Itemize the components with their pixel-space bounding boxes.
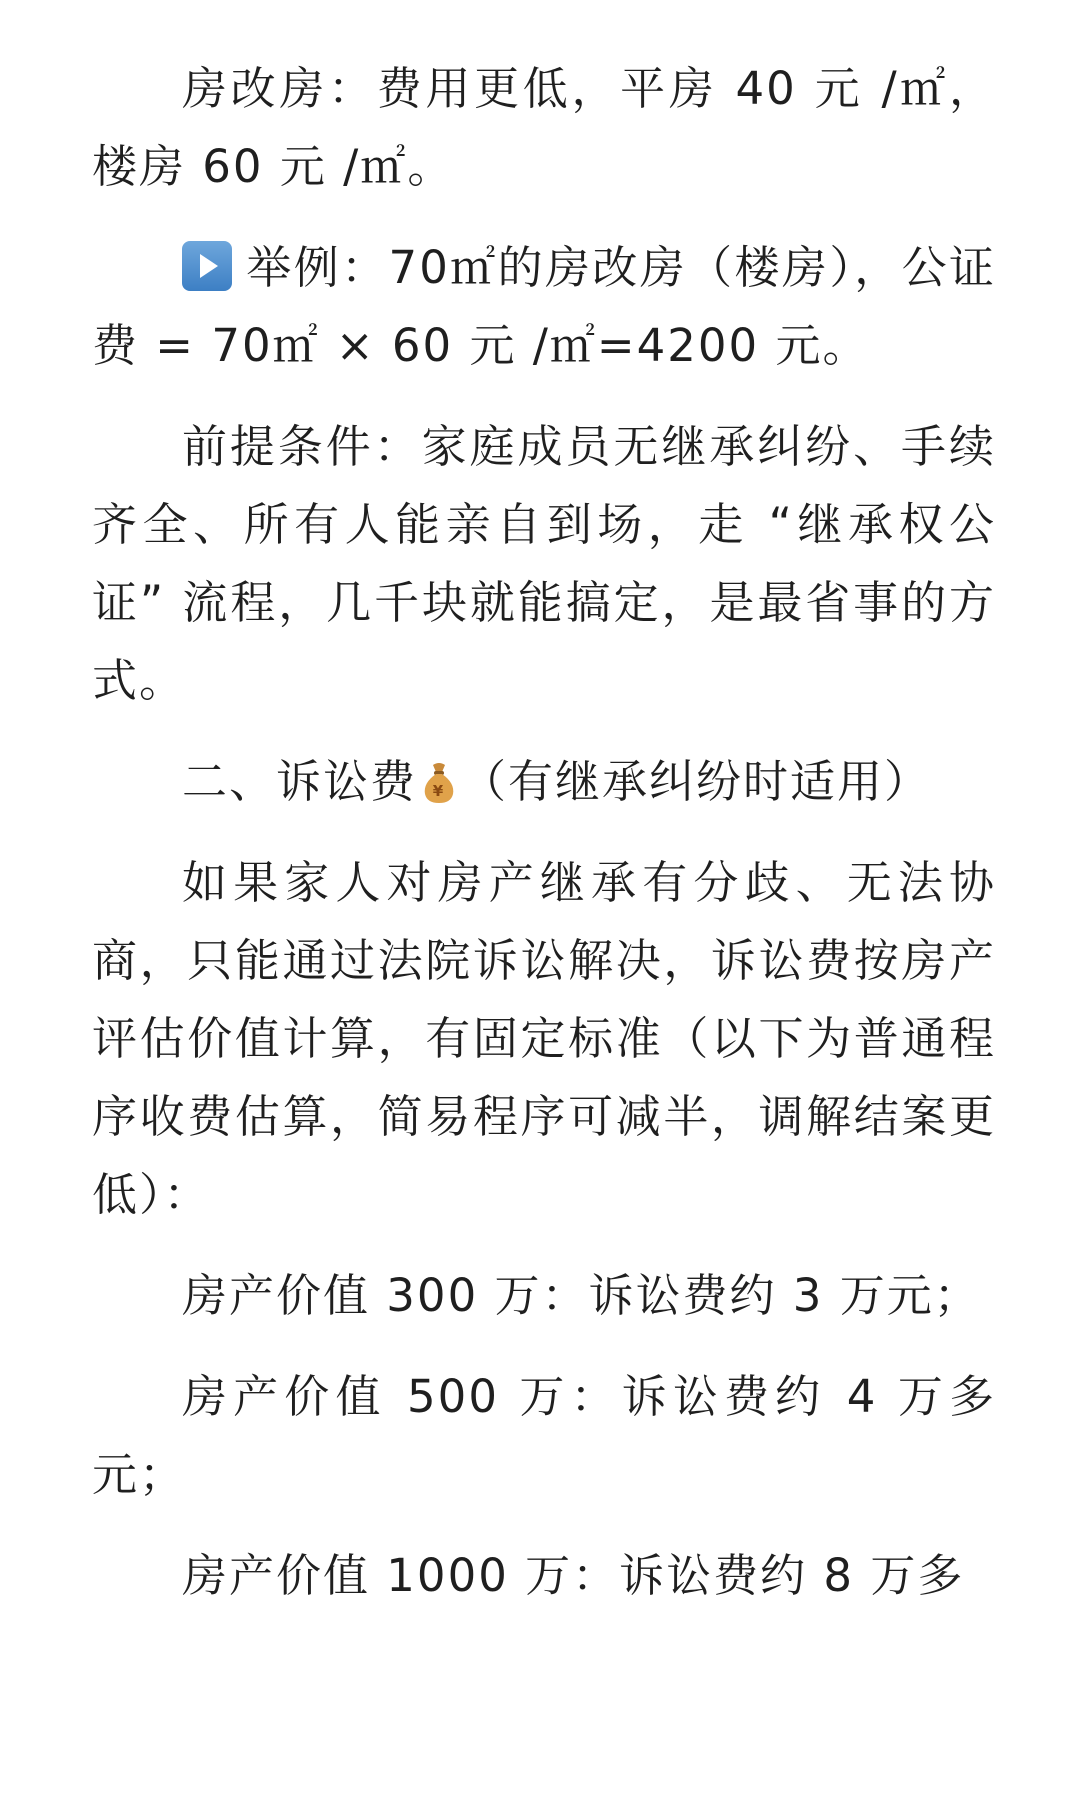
example-text: 举例：70㎡的房改房（楼房），公证费 = 70㎡ × 60 元 /㎡=4200 元。: [92, 241, 996, 372]
paragraph-housing-reform-fees: 房改房：费用更低，平房 40 元 /㎡，楼房 60 元 /㎡。: [92, 62, 996, 193]
play-button-icon: [182, 241, 232, 291]
article-body: [92, 50, 996, 1638]
section-heading-litigation-fee: [92, 743, 996, 821]
section-heading-note: （有继承纠纷时适用）: [461, 755, 932, 808]
svg-text:¥: ¥: [432, 782, 446, 800]
paragraph-litigation-explanation: 如果家人对房产继承有分歧、无法协商，只能通过法院诉讼解决，诉讼费按房产评估价值计算，有固定标准（以下为普通程序收费估算，简易程序可减半，调解结案更低）：: [92, 856, 996, 1221]
list-item-500w: 房产价值 500 万：诉讼费约 4 万多元；: [92, 1370, 996, 1501]
list-item-300w: 房产价值 300 万：诉讼费约 3 万元；: [182, 1269, 981, 1322]
list-item-1000w: 房产价值 1000 万：诉讼费约 8 万多: [182, 1549, 965, 1602]
money-bag-icon: [421, 761, 457, 805]
section-heading-text: 二、诉讼费: [182, 755, 418, 808]
paragraph-example: [92, 229, 996, 385]
paragraph-preconditions: 前提条件：家庭成员无继承纠纷、手续齐全、所有人能亲自到场，走 “继承权公证” 流程，几千块就能搞定，是最省事的方式。: [92, 420, 996, 707]
